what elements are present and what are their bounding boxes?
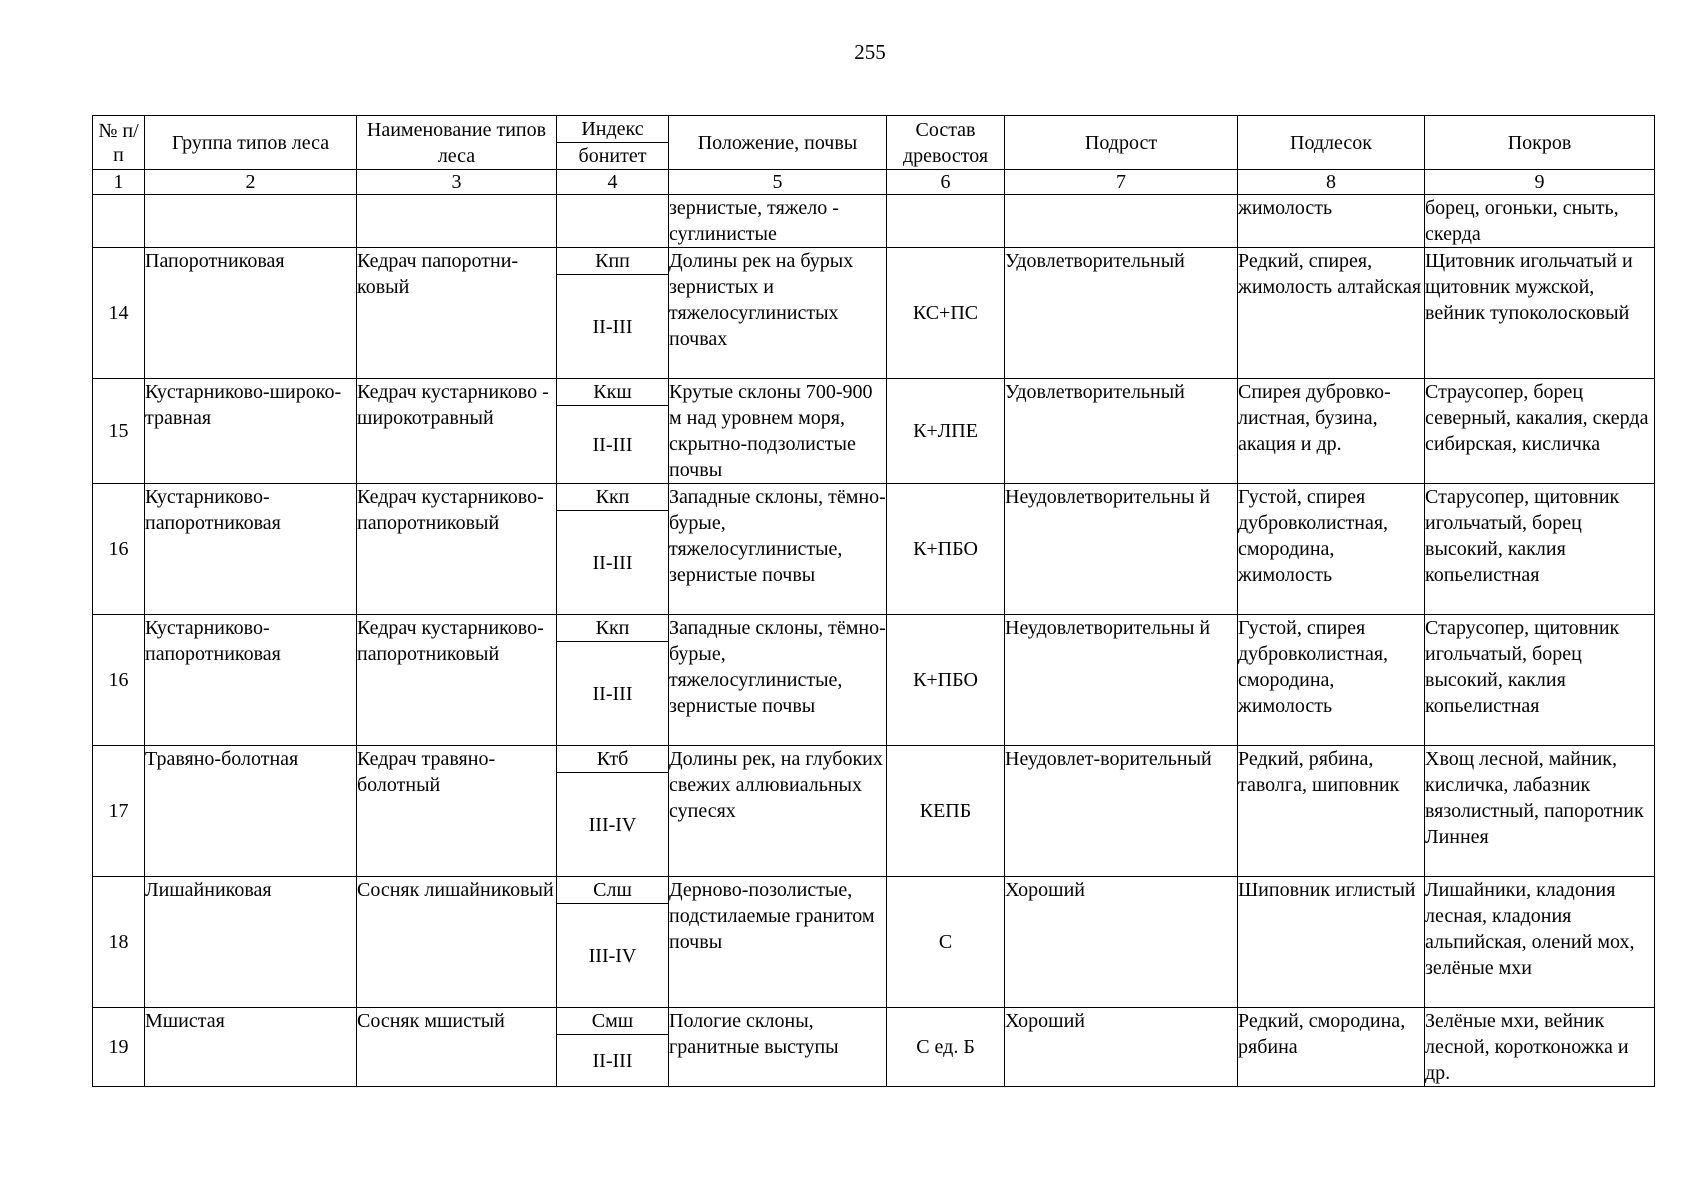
table-row: [93, 248, 1655, 379]
header-no: № п/п: [93, 116, 145, 170]
forest-group: Кустарниково-папоротниковая: [145, 484, 357, 615]
forest-group: Папоротниковая: [145, 248, 357, 379]
row-number: 16: [93, 484, 145, 615]
site-class: II-III: [592, 315, 633, 338]
position-soils: Пологие склоны, гранитные выступы: [669, 1008, 887, 1087]
index-code: Смш: [557, 1008, 668, 1035]
undergrowth: Хороший: [1005, 1008, 1238, 1087]
stand-composition: С: [887, 877, 1005, 1008]
header-cover: Покров: [1425, 116, 1655, 170]
row-number: 19: [93, 1008, 145, 1087]
forest-group: Кустарниково-папоротниковая: [145, 615, 357, 746]
header-index-label: Индекс: [557, 116, 668, 143]
forest-type-name: [357, 195, 557, 248]
forest-type-name: Кедрач папоротни-ковый: [357, 248, 557, 379]
index-cell: [557, 615, 669, 746]
forest-type-name: Сосняк мшистый: [357, 1008, 557, 1087]
header-index: [557, 116, 669, 170]
forest-group: Кустарниково-широко-травная: [145, 379, 357, 484]
index-cell: [557, 195, 669, 248]
table-row: [93, 484, 1655, 615]
understory: Редкий, рябина, таволга, шиповник: [1238, 746, 1425, 877]
row-number: 15: [93, 379, 145, 484]
ground-cover: Щитовник игольчатый и щитовник мужской, вейник тупоколосковый: [1425, 248, 1655, 379]
table-row: [93, 877, 1655, 1008]
row-number: 17: [93, 746, 145, 877]
ground-cover: Старусопер, щитовник игольчатый, борец высокий, каклия копьелистная: [1425, 484, 1655, 615]
undergrowth: Неудовлетворительны й: [1005, 484, 1238, 615]
forest-type-name: Кедрач травяно-болотный: [357, 746, 557, 877]
page-number: 255: [854, 40, 886, 64]
index-cell: [557, 1008, 669, 1087]
header-group: Группа типов леса: [145, 116, 357, 170]
header-row: [93, 116, 1655, 170]
stand-composition: К+ПБО: [887, 615, 1005, 746]
index-code: Ккп: [557, 484, 668, 511]
index-cell: [557, 877, 669, 1008]
column-number: 5: [669, 170, 887, 195]
column-number-row: [93, 170, 1655, 195]
stand-composition: К+ПБО: [887, 484, 1005, 615]
header-class-label: бонитет: [578, 145, 647, 167]
forest-types-table: [92, 115, 1655, 1087]
understory: Густой, спирея дубровколистная, смородина, жимолость: [1238, 615, 1425, 746]
forest-group: [145, 195, 357, 248]
site-class: II-III: [592, 1049, 633, 1072]
understory: Редкий, спирея, жимолость алтайская: [1238, 248, 1425, 379]
index-cell: [557, 248, 669, 379]
understory: Густой, спирея дубровколистная, смородина, жимолость: [1238, 484, 1425, 615]
index-cell: [557, 746, 669, 877]
position-soils: Крутые склоны 700-900 м над уровнем моря, скрытно-подзолистые почвы: [669, 379, 887, 484]
index-code: Ктб: [557, 746, 668, 773]
column-number: 8: [1238, 170, 1425, 195]
position-soils: Западные склоны, тёмно-бурые, тяжелосуглинистые, зернистые почвы: [669, 615, 887, 746]
row-number: [93, 195, 145, 248]
position-soils: Долины рек на бурых зернистых и тяжелосуглинистых почвах: [669, 248, 887, 379]
ground-cover: Страусопер, борец северный, какалия, скерда сибирская, кисличка: [1425, 379, 1655, 484]
column-number: 9: [1425, 170, 1655, 195]
ground-cover: Старусопер, щитовник игольчатый, борец высокий, каклия копьелистная: [1425, 615, 1655, 746]
stand-composition: [887, 195, 1005, 248]
table-row: [93, 379, 1655, 484]
table-row: [93, 195, 1655, 248]
ground-cover: Лишайники, кладония лесная, кладония альпийская, олений мох, зелёные мхи: [1425, 877, 1655, 1008]
header-composition: Состав древостоя: [887, 116, 1005, 170]
row-number: 16: [93, 615, 145, 746]
header-understory: Подлесок: [1238, 116, 1425, 170]
ground-cover: Хвощ лесной, майник, кисличка, лабазник вязолистный, папоротник Линнея: [1425, 746, 1655, 877]
site-class: II-III: [592, 682, 633, 705]
site-class: III-IV: [588, 944, 637, 967]
site-class: III-IV: [588, 813, 637, 836]
forest-group: Лишайниковая: [145, 877, 357, 1008]
index-code: Кпп: [557, 248, 668, 275]
column-number: 6: [887, 170, 1005, 195]
forest-type-name: Сосняк лишайниковый: [357, 877, 557, 1008]
undergrowth: Удовлетворительный: [1005, 379, 1238, 484]
row-number: 14: [93, 248, 145, 379]
site-class: II-III: [592, 551, 633, 574]
undergrowth: Неудовлет-ворительный: [1005, 746, 1238, 877]
forest-type-name: Кедрач кустарниково-папоротниковый: [357, 484, 557, 615]
header-position: Положение, почвы: [669, 116, 887, 170]
index-code: Ккп: [557, 615, 668, 642]
position-soils: Западные склоны, тёмно-бурые, тяжелосуглинистые, зернистые почвы: [669, 484, 887, 615]
position-soils: Долины рек, на глубоких свежих аллювиальных супесях: [669, 746, 887, 877]
forest-group: Мшистая: [145, 1008, 357, 1087]
table-row: [93, 615, 1655, 746]
forest-type-name: Кедрач кустарниково-папоротниковый: [357, 615, 557, 746]
column-number: 1: [93, 170, 145, 195]
undergrowth: Удовлетворительный: [1005, 248, 1238, 379]
header-undergrowth: Подрост: [1005, 116, 1238, 170]
ground-cover: борец, огоньки, сныть, скерда: [1425, 195, 1655, 248]
table-row: [93, 746, 1655, 877]
understory: Спирея дубровко-листная, бузина, акация и др.: [1238, 379, 1425, 484]
undergrowth: Неудовлетворительны й: [1005, 615, 1238, 746]
column-number: 4: [557, 170, 669, 195]
forest-group: Травяно-болотная: [145, 746, 357, 877]
position-soils: зернистые, тяжело - суглинистые: [669, 195, 887, 248]
column-number: 7: [1005, 170, 1238, 195]
index-cell: [557, 379, 669, 484]
row-number: 18: [93, 877, 145, 1008]
stand-composition: КС+ПС: [887, 248, 1005, 379]
stand-composition: КЕПБ: [887, 746, 1005, 877]
index-code: Слш: [557, 877, 668, 904]
stand-composition: С ед. Б: [887, 1008, 1005, 1087]
site-class: II-III: [592, 433, 633, 456]
column-number: 3: [357, 170, 557, 195]
undergrowth: [1005, 195, 1238, 248]
index-code: Ккш: [557, 379, 668, 406]
index-cell: [557, 484, 669, 615]
stand-composition: К+ЛПЕ: [887, 379, 1005, 484]
position-soils: Дерново-позолистые, подстилаемые гранитом почвы: [669, 877, 887, 1008]
ground-cover: Зелёные мхи, вейник лесной, коротконожка и др.: [1425, 1008, 1655, 1087]
table-row: [93, 1008, 1655, 1087]
undergrowth: Хороший: [1005, 877, 1238, 1008]
header-name: Наименование типов леса: [357, 116, 557, 170]
forest-type-name: Кедрач кустарниково - широкотравный: [357, 379, 557, 484]
column-number: 2: [145, 170, 357, 195]
understory: жимолость: [1238, 195, 1425, 248]
understory: Шиповник иглистый: [1238, 877, 1425, 1008]
understory: Редкий, смородина, рябина: [1238, 1008, 1425, 1087]
